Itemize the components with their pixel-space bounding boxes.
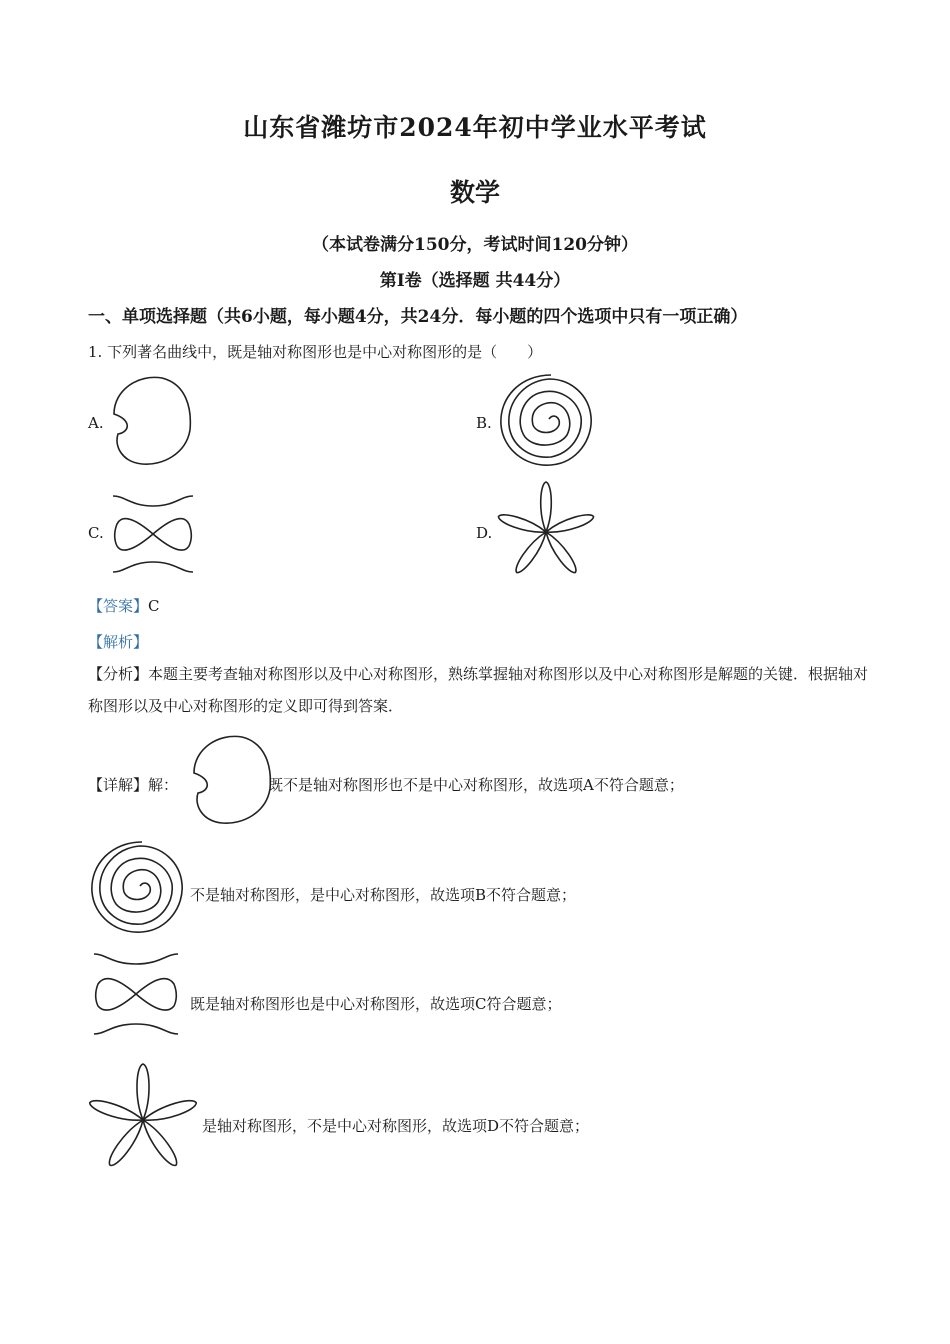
analysis-paragraph: 【分析】本题主要考查轴对称图形以及中心对称图形，熟练掌握轴对称图形以及中心对称图形是解题的关键．根据轴对称图形以及中心对称图形的定义即可得到答案． [88, 665, 869, 715]
detail-line-a: 既不是轴对称图形也不是中心对称图形，故选项A不符合题意； [268, 776, 684, 794]
lemniscate-figure-detail [88, 952, 184, 1036]
answer-line [88, 595, 160, 616]
question-stem: 1. 下列著名曲线中，既是轴对称图形也是中心对称图形的是（ ） [88, 343, 543, 361]
analysis-tag: 【解析】 [88, 633, 149, 651]
option-d-label: D. [476, 524, 493, 542]
spiral-figure-detail [88, 840, 188, 936]
option-b-label: B. [476, 414, 492, 432]
lemniscate-figure [106, 494, 200, 574]
detail-prefix: 【详解】解： [88, 776, 179, 794]
spiral-figure [496, 374, 598, 468]
rose-curve-figure-detail [88, 1062, 198, 1170]
option-a-label: A. [88, 414, 104, 432]
part-title: 第Ⅰ卷（选择题 共44分） [379, 271, 571, 291]
exam-info: （本试卷满分150分，考试时间120分钟） [312, 235, 638, 255]
exam-title: 山东省潍坊市2024年初中学业水平考试 [243, 113, 707, 142]
cardioid-figure-detail [186, 734, 270, 824]
detail-line-c: 既是轴对称图形也是中心对称图形，故选项C符合题意； [190, 995, 562, 1013]
option-c-label: C. [88, 524, 104, 542]
detail-line-b: 不是轴对称图形，是中心对称图形，故选项B不符合题意； [190, 886, 577, 904]
detail-line-d: 是轴对称图形，不是中心对称图形，故选项D不符合题意； [202, 1117, 590, 1135]
section-heading: 一、单项选择题（共6小题，每小题4分，共24分．每小题的四个选项中只有一项正确） [88, 307, 748, 327]
subject-title: 数学 [449, 178, 500, 207]
cardioid-figure [108, 374, 198, 469]
rose-curve-figure [496, 480, 596, 576]
answer-tag: 【答案】 [88, 597, 149, 615]
answer-value: C [148, 597, 160, 615]
